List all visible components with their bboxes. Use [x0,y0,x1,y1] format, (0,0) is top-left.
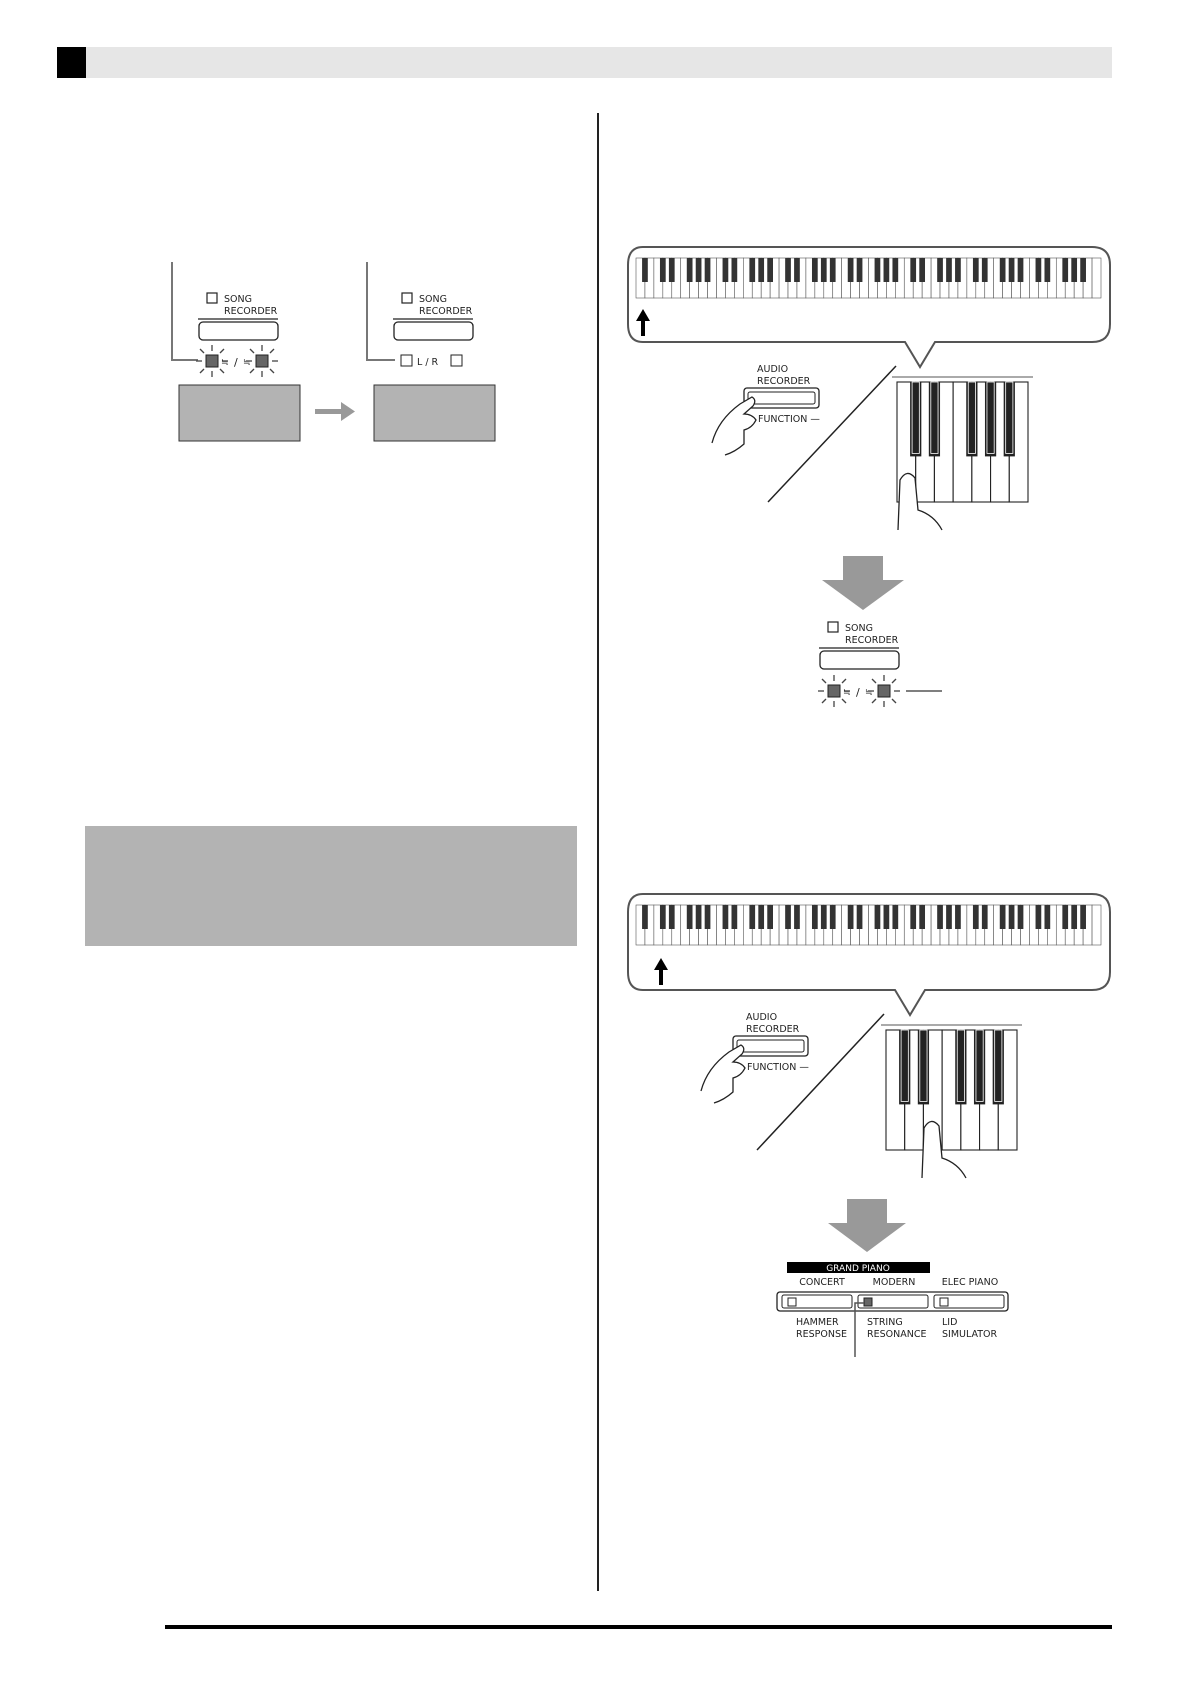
modern-label: MODERN [872,1277,916,1288]
led-right [256,355,268,367]
keyboard-keys [636,905,1101,945]
audio-recorder-button [744,388,819,408]
svg-text:≒: ≒ [843,688,851,698]
recorder-label: RECORDER [845,635,899,646]
keyboard-callout-1 [628,247,1110,367]
lid-label: LID [942,1317,958,1328]
led-l [401,355,412,366]
simulator-label: SIMULATOR [942,1329,998,1340]
function-label: FUNCTION — [758,414,820,425]
svg-text:/: / [234,356,238,369]
arrow-down-icon [828,1199,906,1252]
audio-label: AUDIO [746,1012,778,1023]
response-label: RESPONSE [796,1329,847,1340]
song-label: SONG [419,294,447,305]
song-recorder-button [199,322,278,340]
hand-press-icon [701,1045,745,1103]
concert-label: CONCERT [799,1277,845,1288]
song-recorder-panel-3 [818,622,942,707]
resonance-label: RESONANCE [867,1329,927,1340]
recorder-label: RECORDER [419,306,473,317]
hand-press-icon [712,397,756,455]
hammer-label: HAMMER [796,1317,839,1328]
function-label: FUNCTION — [747,1062,809,1073]
audio-recorder-panel-2 [701,1012,884,1150]
grand-piano-label: GRAND PIANO [826,1264,890,1274]
svg-text:≒: ≒ [221,358,229,368]
audio-recorder-label: RECORDER [757,376,811,387]
svg-text:/: / [856,686,860,699]
lr-label: L / R [417,357,439,368]
arrow-right-icon [315,402,355,421]
arrow-down-icon [822,556,904,610]
song-recorder-panel-left [172,262,278,377]
audio-recorder-panel-1 [712,364,896,502]
svg-text:≒: ≒ [243,358,251,368]
keyboard-keys [636,258,1101,298]
string-label: STRING [867,1317,903,1328]
song-recorder-panel-right [367,262,473,368]
tone-panel [777,1262,1008,1357]
audio-recorder-label: RECORDER [746,1024,800,1035]
elec-piano-label: ELEC PIANO [941,1277,999,1288]
display-box-1 [179,385,300,441]
display-box-2 [374,385,495,441]
song-label: SONG [224,294,252,305]
recorder-label: RECORDER [224,306,278,317]
keyboard-callout-2 [628,894,1110,1015]
modern-led [864,1298,872,1306]
svg-text:≒: ≒ [865,688,873,698]
led-r [451,355,462,366]
led-left [206,355,218,367]
zoom-keys-2 [881,1025,1022,1150]
song-label: SONG [845,623,873,634]
song-indicator-icon [207,293,217,303]
audio-label: AUDIO [757,364,789,375]
